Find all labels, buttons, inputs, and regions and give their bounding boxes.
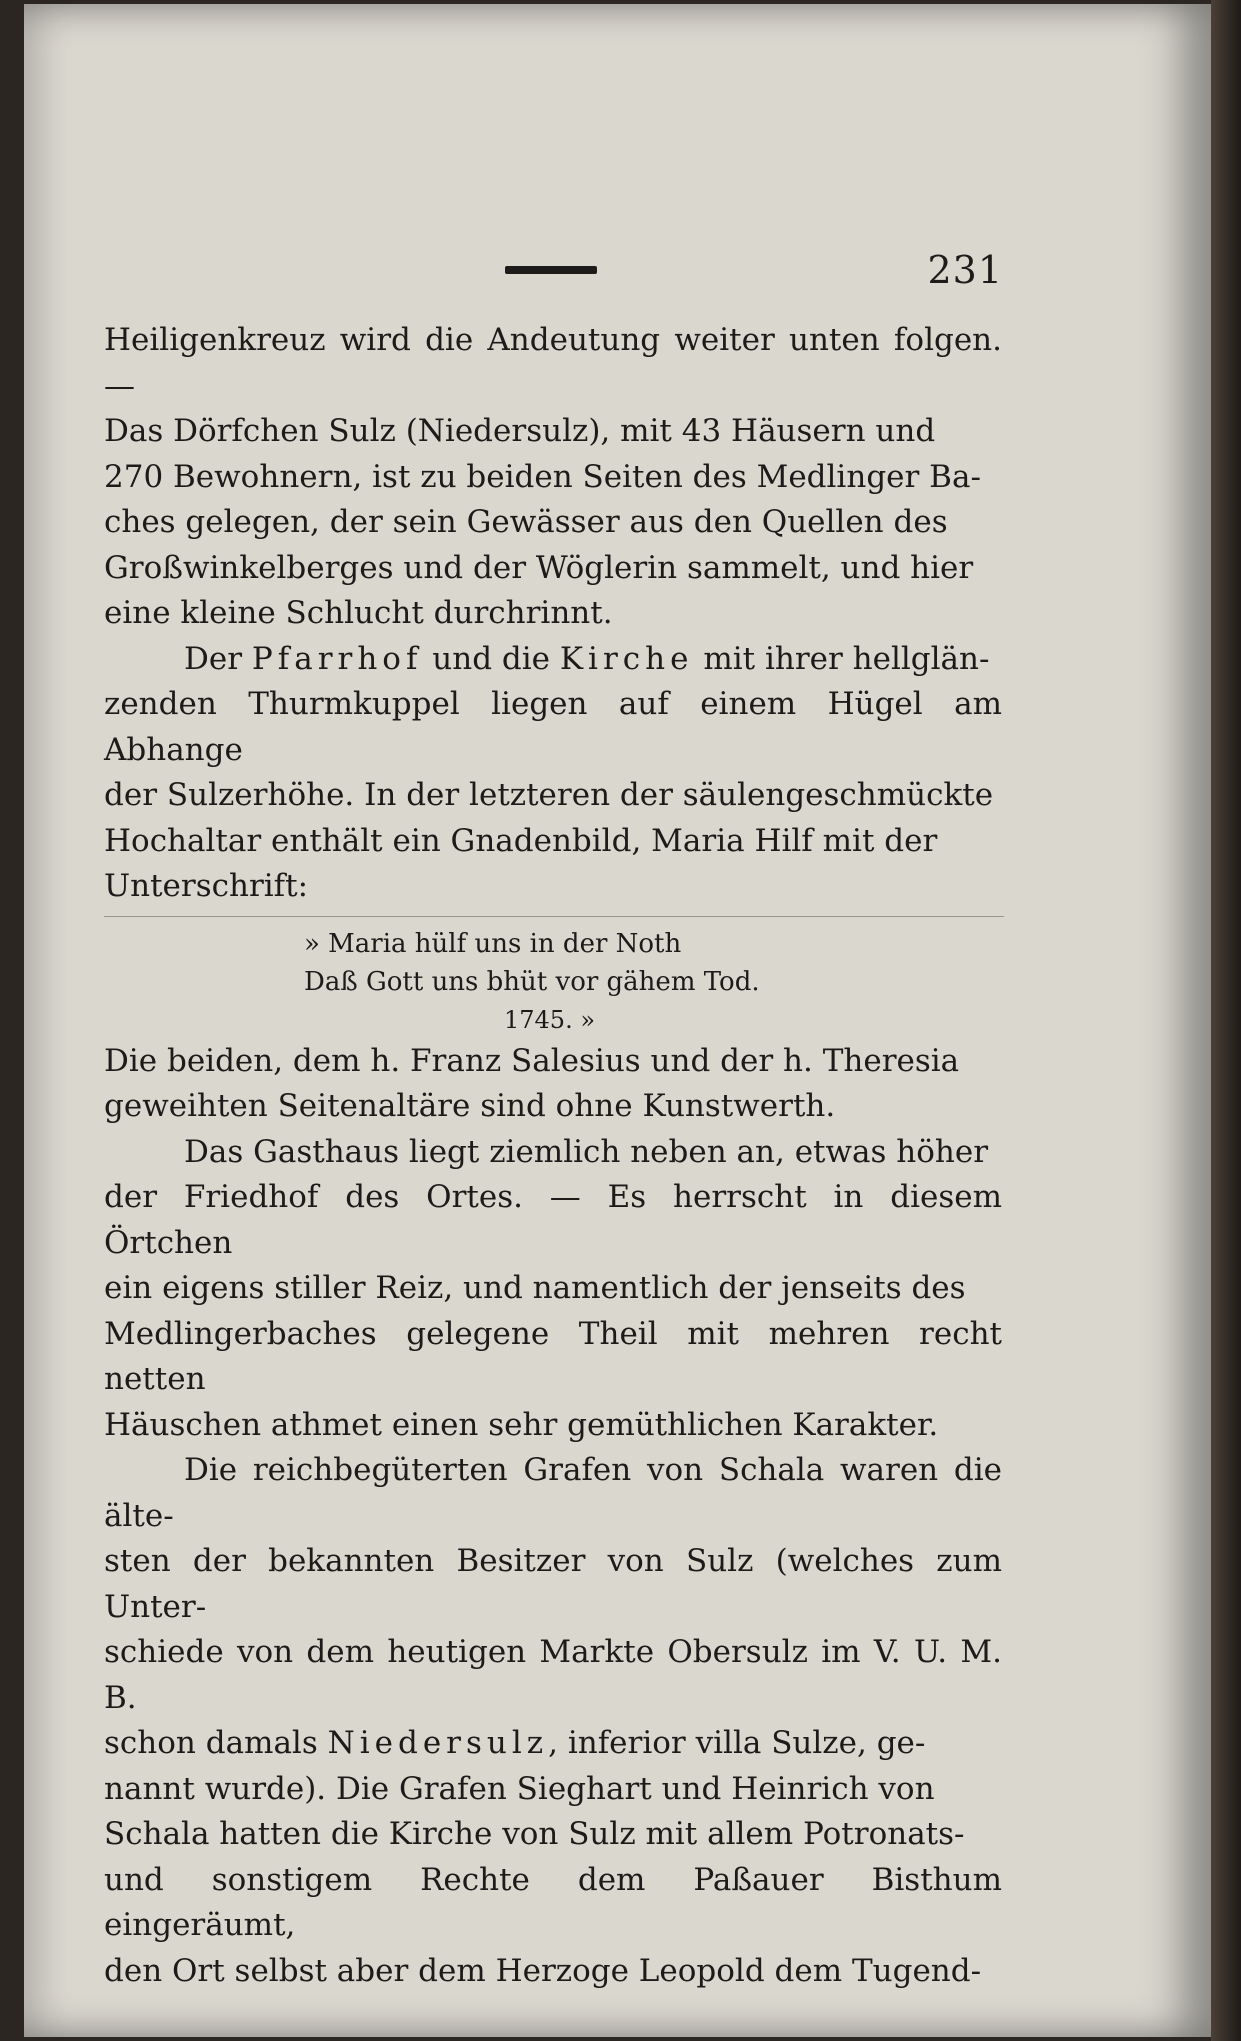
- faint-rule: [104, 916, 1004, 917]
- verse-year: 1745. »: [504, 1005, 596, 1034]
- text-line: Die beiden, dem h. Franz Salesius und der h. Theresia: [104, 1042, 960, 1079]
- paragraph-4: [104, 1130, 1002, 1449]
- emphasis-pfarrhof: Pfarrhof: [251, 640, 423, 677]
- text-line: Medlingerbaches gelegene Theil mit mehren recht netten: [104, 1315, 1002, 1397]
- text-line: und sonstigem Rechte dem Paßauer Bisthum eingeräumt,: [104, 1861, 1002, 1943]
- text-line: nannt wurde). Die Grafen Sieghart und Heinrich von: [104, 1770, 935, 1807]
- paragraph-5: [104, 1448, 1002, 1994]
- header-rule: [505, 266, 597, 274]
- text-line: den Ort selbst aber dem Herzoge Leopold dem Tugend-: [104, 1952, 982, 1989]
- text-line: 270 Bewohnern, ist zu beiden Seiten des Medlinger Ba-: [104, 458, 981, 495]
- text-line: geweihten Seitenaltäre sind ohne Kunstwerth.: [104, 1088, 836, 1124]
- text-line: Heiligenkreuz wird die Andeutung weiter unten folgen. —: [104, 322, 1002, 404]
- text-line: zenden Thurmkuppel liegen auf einem Hügel am Abhange: [104, 686, 1002, 768]
- text-fragment: mit ihrer hellglän-: [693, 640, 990, 677]
- text-line: ches gelegen, der sein Gewässer aus den Quellen des: [104, 504, 948, 540]
- paragraph-1: [104, 318, 1002, 637]
- text-line: Großwinkelberges und der Wöglerin sammelt, und hier: [104, 549, 974, 586]
- book-spine: [1211, 0, 1241, 2041]
- text-fragment: , inferior villa Sulze, ge-: [548, 1725, 926, 1761]
- verse-line: Daß Gott uns bhüt vor gähem Tod.: [304, 966, 760, 997]
- paragraph-2: [104, 637, 1002, 910]
- text-line: Die reichbegüterten Grafen von Schala waren die älte-: [104, 1452, 1002, 1534]
- text-line: Unterschrift:: [104, 868, 309, 904]
- emphasis-kirche: Kirche: [559, 640, 694, 677]
- page-number: 231: [927, 248, 1003, 292]
- text-line: Das Dörfchen Sulz (Niedersulz), mit 43 Häusern und: [104, 413, 936, 449]
- inscription-verse: [104, 925, 1002, 1039]
- emphasis-niedersulz: Niedersulz: [327, 1725, 549, 1761]
- text-line: Häuschen athmet einen sehr gemüthlichen Karakter.: [104, 1406, 939, 1443]
- text-line: Das Gasthaus liegt ziemlich neben an, etwas höher: [184, 1133, 989, 1170]
- body-text: [104, 318, 1002, 1994]
- text-fragment: Der: [184, 640, 252, 677]
- text-line: schiede von dem heutigen Markte Obersulz im V. U. M. B.: [104, 1634, 1002, 1716]
- text-line: Hochaltar enthält ein Gnadenbild, Maria Hilf mit der: [104, 822, 938, 859]
- text-line: sten der bekannten Besitzer von Sulz (welches zum Unter-: [104, 1543, 1002, 1625]
- text-line: ein eigens stiller Reiz, und namentlich der jenseits des: [104, 1270, 966, 1306]
- text-line: eine kleine Schlucht durchrinnt.: [104, 595, 613, 631]
- text-fragment: und die: [422, 640, 560, 677]
- paragraph-3: [104, 1039, 1002, 1130]
- text-fragment: schon damals: [104, 1725, 328, 1761]
- text-line: Schala hatten die Kirche von Sulz mit allem Potronats-: [104, 1816, 965, 1852]
- verse-line: » Maria hülf uns in der Noth: [304, 928, 682, 959]
- text-line: der Sulzerhöhe. In der letzteren der säulengeschmückte: [104, 777, 994, 813]
- text-line: der Friedhof des Ortes. — Es herrscht in diesem Örtchen: [104, 1179, 1002, 1261]
